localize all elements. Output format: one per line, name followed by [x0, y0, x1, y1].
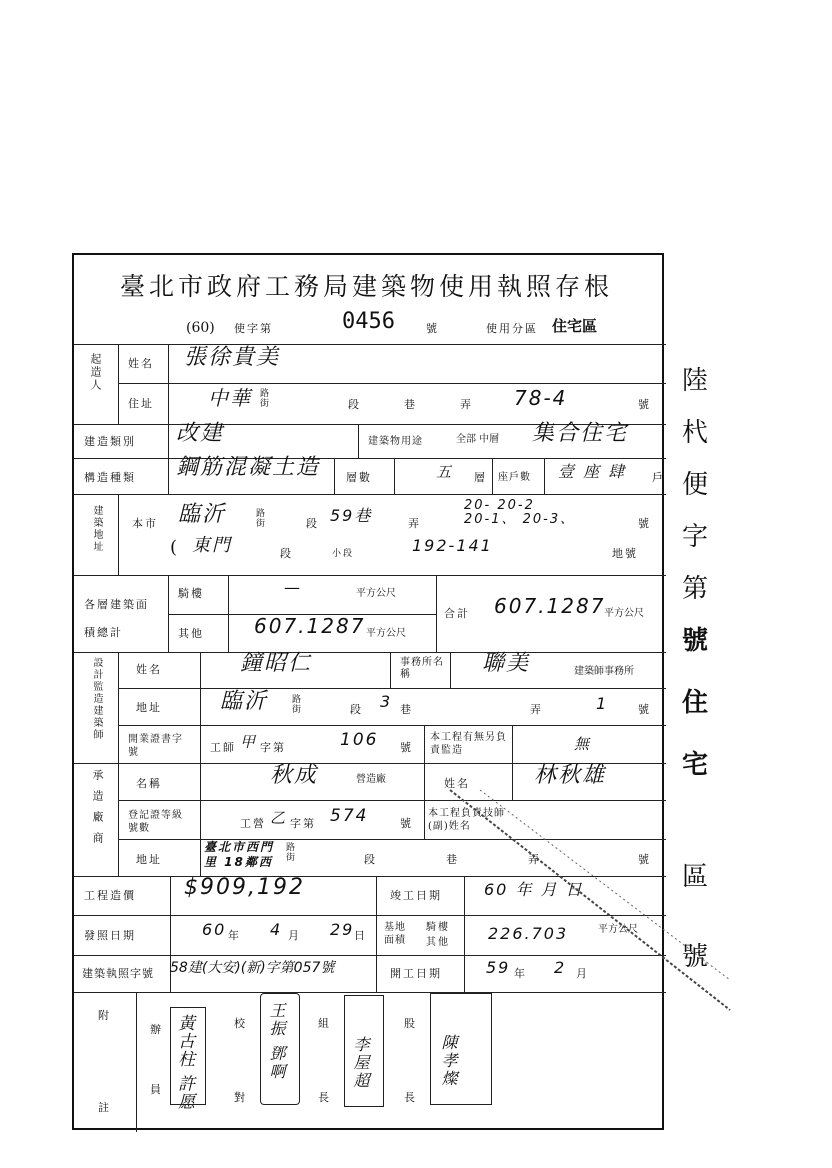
contractor-number-suffix: 號	[638, 853, 651, 866]
applicant-number: 78-4	[514, 386, 568, 410]
base-unit: 平方公尺	[598, 924, 638, 935]
stamp-3-text: 李屋超	[351, 1036, 370, 1090]
contractor-lane: 巷	[446, 853, 459, 866]
reg-grade: 乙	[270, 809, 288, 827]
reg-number: 574	[330, 806, 369, 826]
arcade-value: —	[284, 578, 302, 597]
households-label: 座戶數	[498, 472, 531, 483]
strip-char-10: 號	[682, 942, 709, 972]
category-value: 改建	[176, 421, 225, 446]
start-month-label: 月	[576, 967, 589, 980]
cost-label: 工程造價	[84, 889, 136, 902]
designer-name-label: 姓名	[136, 663, 162, 676]
contractor-group-label: 承造廠商	[91, 769, 104, 853]
contractor-name: 秋成	[270, 763, 319, 788]
site-lot-suffix: 地號	[612, 547, 638, 560]
use-char-label: 使字第	[234, 322, 273, 335]
stamp-3	[344, 995, 384, 1107]
use-value: 集合住宅	[532, 421, 629, 446]
complete-label: 竣工日期	[390, 889, 442, 902]
issue-year: 60	[202, 920, 227, 939]
contractor-address-label: 地址	[136, 853, 162, 866]
strip-char-7: 住	[682, 688, 709, 718]
applicant-section: 段	[348, 398, 361, 411]
base-label: 基地面積	[384, 922, 406, 946]
designer-lane: 3	[380, 692, 393, 711]
site-city: 本市	[132, 517, 158, 530]
floors-suffix: 層	[474, 471, 487, 484]
strip-char-4: 字	[682, 522, 709, 552]
applicant-group-label: 起造人	[89, 353, 102, 392]
site-section: 段	[306, 517, 319, 530]
remarks-col-1-bottom: 員	[150, 1083, 163, 1096]
permit-number: 0456	[342, 309, 395, 334]
engineer-label: 本工程有無另負責監造	[430, 732, 507, 756]
applicant-address-label: 住址	[128, 397, 154, 410]
contractor-person: 林秋雄	[534, 763, 607, 788]
remarks-col-4-top: 股	[404, 1017, 417, 1030]
reg-prefix: 工營	[240, 817, 266, 830]
site-numbers-top: 20- 20-2	[464, 498, 535, 513]
designer-number: 1	[596, 694, 609, 713]
strip-char-1: 陸	[682, 366, 709, 396]
base-sub1: 騎樓	[426, 922, 450, 933]
site-district: 東門	[192, 535, 232, 556]
applicant-number-suffix: 號	[638, 398, 651, 411]
start-year: 59	[486, 958, 511, 977]
other-label: 其他	[178, 627, 204, 640]
office-label: 事務所名稱	[400, 657, 444, 680]
designer-street: 臨沂	[220, 689, 269, 714]
form-title: 臺北市政府工務局建築物使用執照存根	[120, 272, 614, 301]
total-unit: 平方公尺	[604, 608, 644, 619]
issue-day: 29	[330, 920, 355, 939]
remarks-col-1-top: 辦	[150, 1023, 163, 1036]
site-district-section: 段	[280, 547, 293, 560]
use-label: 建築物用途	[368, 436, 423, 447]
site-subsection: 小段	[332, 549, 355, 559]
applicant-name-label: 姓名	[128, 357, 154, 370]
contractor-street: 臺北市西門里 18鄰西	[204, 840, 275, 869]
engineer-value: 無	[574, 735, 592, 753]
designer-number-suffix: 號	[638, 703, 651, 716]
office-value: 聯美	[482, 651, 531, 676]
site-alley: 弄	[408, 517, 421, 530]
contractor-person-label: 姓名	[444, 777, 470, 790]
cert-number: 106	[340, 730, 379, 750]
office-suffix: 建築師事務所	[574, 666, 634, 677]
issue-year-label: 年	[228, 929, 241, 942]
site-lot: 192-141	[412, 536, 493, 555]
strip-char-3: 便	[682, 470, 709, 500]
issue-label: 發照日期	[84, 929, 136, 942]
permit-year: (60)	[186, 320, 215, 336]
total-value: 607.1287	[494, 594, 606, 618]
issue-month-label: 月	[288, 929, 301, 942]
start-month: 2	[554, 958, 567, 977]
other-value: 607.1287	[254, 614, 366, 638]
contractor-road-street: 路街	[286, 843, 296, 863]
contractor-name-suffix: 營造廠	[356, 774, 386, 785]
designer-lane-suffix: 巷	[400, 703, 413, 716]
applicant-lane: 巷	[404, 398, 417, 411]
other-unit: 平方公尺	[366, 628, 406, 639]
site-road-street: 路街	[256, 509, 266, 529]
stamp-1	[170, 1007, 206, 1111]
contractor-name-label: 名稱	[136, 777, 162, 790]
cost-value: $909,192	[184, 875, 305, 900]
remarks-col-4-bottom: 長	[404, 1091, 417, 1104]
applicant-alley: 弄	[460, 398, 473, 411]
remarks-col-3-bottom: 長	[318, 1091, 331, 1104]
designer-road-street: 路街	[292, 695, 302, 715]
base-sub2: 其他	[426, 937, 450, 948]
category-label: 建造類別	[84, 435, 136, 448]
no-suffix: 號	[426, 322, 439, 335]
complete-value: 60 年 月 日	[484, 880, 584, 899]
base-value: 226.703	[488, 924, 569, 943]
zone-value: 住宅區	[552, 317, 598, 335]
applicant-road-street: 路街	[260, 389, 270, 409]
strip-char-8: 宅	[682, 750, 709, 780]
site-label: 建築地址	[91, 505, 102, 553]
site-number-suffix: 號	[638, 517, 651, 530]
remarks-col-2-top: 校	[234, 1017, 247, 1030]
stamp-2	[260, 993, 300, 1105]
cert-char: 字第	[260, 741, 286, 754]
strip-char-9: 區	[682, 862, 709, 892]
zone-label: 使用分區	[486, 322, 538, 335]
cert-grade: 甲	[240, 733, 258, 751]
designer-section: 段	[350, 703, 363, 716]
permit-form: 臺北市政府工務局建築物使用執照存根 (60) 使字第 0456 號 使用分區 住宅區 起造人 姓名 張徐貴美 住址 中華 路街 段 巷 弄 78-4 號 建造類別 改建 建築物用途 全部 中層 集合住宅 構造種類 鋼筋混凝土造 層數 五 層 座戶數 壹 座 肆 戶 建築地址 本市 臨沂 路街 段 59巷 弄 20- 20-2 20-1、 20-3、 號 ( 東門 段 小段 192-141 地號 各層建築面積總計 騎樓 — 平方公尺 其他 607.1287 平方公尺 合計 607.1287 平方公尺 設計監造建築師 姓名 鐘昭仁 事務所名稱 聯美 建築師事務所 地址 臨沂 路街 段 3 巷 弄 1 號 開業證書字號 工師 甲 字第 106 號 本工程有無另負責監造 無 承造廠商 名稱 秋成 營造廠 姓名 林秋雄 登記證等級號數 工營 乙 字第 574 號 本工程負責技師(副)姓名 地址 臺北市西門里 18鄰西 路街 段 巷 弄 號 工程造價 $909,192 竣工日期 60 年 月 日 發照日期 60 年 4 月 29 日 基地面積 騎樓 其他 226.703 平方公尺 建築執照字號 58建(大安)(新)字第057號 開工日期 59 年 2 月 附 註 辦 員 黃古柱 許愿 校 對 王振 鄧啊 組 長 李屋超 股 長 陳孝燦	[72, 253, 664, 1130]
reg-char: 字第	[290, 817, 316, 830]
issue-day-label: 日	[354, 929, 367, 942]
permit-label: 建築執照字號	[82, 967, 154, 980]
remarks-label-bottom: 註	[98, 1101, 111, 1114]
contractor-section: 段	[364, 853, 377, 866]
structure-value: 鋼筋混凝土造	[176, 455, 321, 480]
arcade-unit: 平方公尺	[356, 588, 396, 599]
tech-label: 本工程負責技師(副)姓名	[428, 808, 505, 832]
floors-value: 五	[436, 463, 454, 481]
applicant-street: 中華	[208, 386, 252, 410]
strip-char-2: 杙	[682, 418, 709, 448]
designer-address-label: 地址	[136, 701, 162, 714]
remarks-col-3-top: 組	[318, 1017, 331, 1030]
cert-prefix: 工師	[210, 741, 236, 754]
cert-label: 開業證書字號	[128, 734, 183, 758]
designer-name: 鐘昭仁	[240, 651, 313, 676]
site-lane-number: 59巷	[330, 506, 373, 525]
total-label: 合計	[444, 607, 470, 620]
use-prefix: 全部 中層	[456, 434, 500, 445]
floor-area-label: 各層建築面積總計	[84, 598, 149, 639]
households-suffix: 戶	[652, 471, 665, 484]
remarks-label-top: 附	[98, 1009, 111, 1022]
structure-label: 構造種類	[84, 471, 136, 484]
site-street: 臨沂	[178, 502, 227, 527]
site-numbers-mid: 20-1、 20-3、	[464, 512, 576, 527]
reg-label: 登記證等級號數	[128, 810, 183, 834]
reg-suffix: 號	[400, 817, 413, 830]
contractor-alley: 弄	[528, 853, 541, 866]
start-year-label: 年	[514, 967, 527, 980]
cert-suffix: 號	[400, 741, 413, 754]
permit-value: 58建(大安)(新)字第057號	[170, 960, 335, 976]
start-label: 開工日期	[390, 967, 442, 980]
remarks-col-2-bottom: 對	[234, 1091, 247, 1104]
applicant-name: 張徐貴美	[184, 345, 281, 370]
strip-char-6: 號	[682, 626, 709, 656]
arcade-label: 騎樓	[178, 587, 204, 600]
designer-group-label: 設計監造建築師	[91, 657, 102, 741]
designer-alley: 弄	[530, 703, 543, 716]
issue-month: 4	[270, 920, 283, 939]
fold-crease	[440, 720, 740, 1020]
stamp-4-text: 陳孝燦	[439, 1034, 458, 1088]
strip-char-5: 第	[682, 574, 709, 604]
floors-label: 層數	[346, 471, 372, 484]
stamp-2-text: 王振 鄧啊	[267, 1002, 286, 1082]
stamp-1-text: 黃古柱 許愿	[174, 1014, 194, 1111]
households-value: 壹 座 肆	[558, 462, 627, 481]
